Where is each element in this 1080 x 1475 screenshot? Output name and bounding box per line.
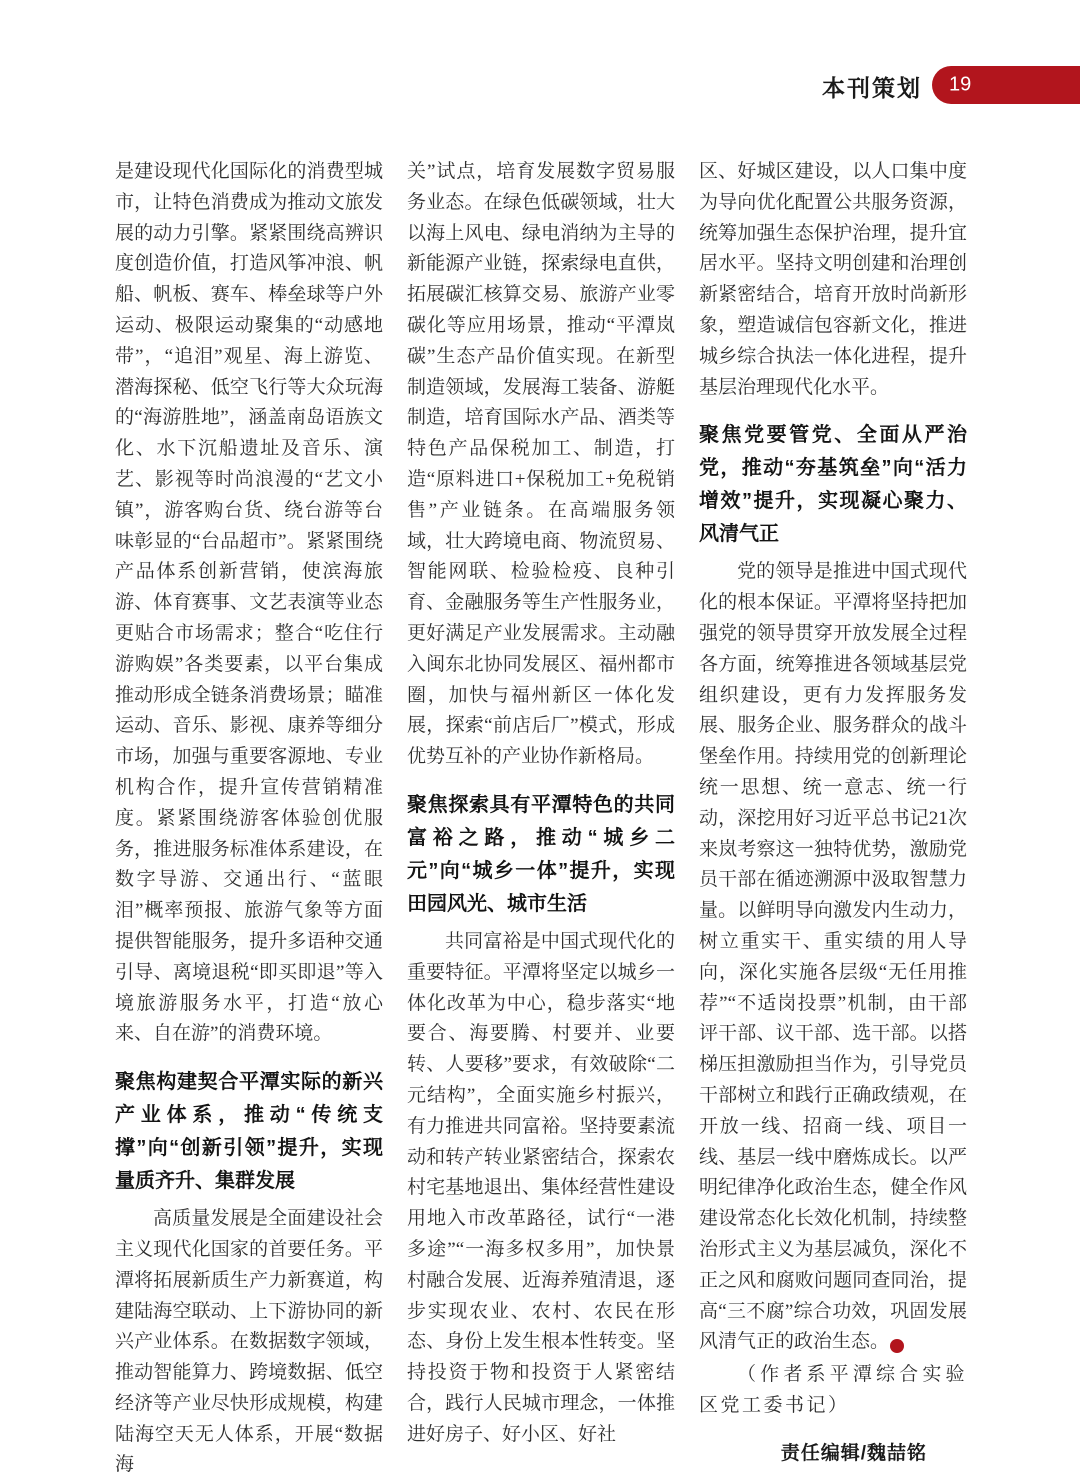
section-label: 本刊策划 — [822, 75, 922, 101]
page-number-pill — [932, 66, 1080, 104]
text-column-3 — [699, 157, 967, 1465]
author-note: （作者系平潭综合实验区党工委书记） — [699, 1364, 967, 1416]
paragraph: 共同富裕是中国式现代化的重要特征。平潭将坚定以城乡一体化改革为中心，稳步落实“地要合、海要腾、村要并、业要转、人要移”要求，有效破除“二元结构”，全面实施乡村振兴，有力推进共同富裕。坚持要素流动和转产转业紧密结合，探索农村宅基地退出、集体经营性建设用地入市改革路径，试行“一港多途”“一海多权多用”，加快景村融合发展、近海养殖清退，逐步实现农业、农村、农民在形态、身份上发生根本性转变。坚持投资于物和投资于人紧密结合，践行人民城市理念，一体推进好房子、好小区、好社 — [407, 930, 675, 1445]
section-heading-party-building: 聚焦党要管党、全面从严治党，推动“夯基筑垒”向“活力增效”提升，实现凝心聚力、风清气正 — [699, 424, 967, 546]
text-column-1 — [115, 157, 383, 1475]
section-heading-industry: 聚焦构建契合平潭实际的新兴产业体系，推动“传统支撑”向“创新引领”提升，实现量质齐升、集群发展 — [115, 1071, 383, 1193]
paragraph-continuation: 关”试点，培育发展数字贸易服务业态。在绿色低碳领域，壮大以海上风电、绿电消纳为主导的新能源产业链，探索绿电直供，拓展碳汇核算交易、旅游产业零碳化等应用场景，推动“平潭岚碳”生态产品价值实现。在新型制造领域，发展海工装备、游艇制造，培育国际水产品、酒类等特色产品保税加工、制造，打造“原料进口+保税加工+免税销售”产业链条。在高端服务领域，壮大跨境电商、物流贸易、智能网联、检验检疫、良种引育、金融服务等生产性服务业，更好满足产业发展需求。主动融入闽东北协同发展区、福州都市圈，加快与福州新区一体化发展，探索“前店后厂”模式，形成优势互补的产业协作新格局。 — [407, 161, 675, 768]
paragraph-text: 党的领导是推进中国式现代化的根本保证。平潭将坚持把加强党的领导贯穿开放发展全过程各方面，统筹推进各领域基层党组织建设，更有力发挥服务发展、服务企业、服务群众的战斗堡垒作用。持续用党的创新理论统一思想、统一意志、统一行动，深挖用好习近平总书记21次来岚考察这一独特优势，激励党员干部在循迹溯源中汲取智慧力量。以鲜明导向激发内生动力，树立重实干、重实绩的用人导向，深化实施各层级“无任用推荐”“不适岗投票”机制，由干部评干部、议干部、选干部。以搭梯压担激励担当作为，引导党员干部树立和践行正确政绩观，在开放一线、招商一线、项目一线、基层一线中磨炼成长。以严明纪律净化政治生态，健全作风建设常态化长效化机制，持续整治形式主义为基层减负，深化不正之风和腐败问题同查同治，提高“三不腐”综合功效，巩固发展风清气正的政治生态。 — [699, 561, 967, 1353]
paragraph: 高质量发展是全面建设社会主义现代化国家的首要任务。平潭将拓展新质生产力新赛道，构建陆海空联动、上下游协同的新兴产业体系。在数据数字领域，推动智能算力、跨境数据、低空经济等产业尽快形成规模，构建陆海空天无人体系，开展“数据海 — [115, 1208, 383, 1475]
article-end-mark: H — [890, 1339, 904, 1353]
text-column-2 — [407, 157, 675, 1450]
paragraph-continuation: 是建设现代化国际化的消费型城市，让特色消费成为推动文旅发展的动力引擎。紧紧围绕高辨识度创造价值，打造风筝冲浪、帆船、帆板、赛车、棒垒球等户外运动、极限运动聚集的“动感地带”，“追泪”观星、海上游览、潜海探秘、低空飞行等大众玩海的“海游胜地”，涵盖南岛语族文化、水下沉船遗址及音乐、演艺、影视等时尚浪漫的“艺文小镇”，游客购台货、绕台游等台味彰显的“台品超市”。紧紧围绕产品体系创新营销，使滨海旅游、体育赛事、文艺表演等业态更贴合市场需求；整合“吃住行游购娱”各类要素，以平台集成推动形成全链条消费场景；瞄准运动、音乐、影视、康养等细分市场，加强与重要客源地、专业机构合作，提升宣传营销精准度。紧紧围绕游客体验创优服务，推进服务标准体系建设，在数字导游、交通出行、“蓝眼泪”概率预报、旅游气象等方面提供智能服务，提升多语种交通引导、离境退税“即买即退”等入境旅游服务水平，打造“放心来、自在游”的消费环境。 — [115, 161, 383, 1045]
paragraph-continuation: 区、好城区建设，以人口集中度为导向优化配置公共服务资源，统筹加强生态保护治理，提升宜居水平。坚持文明创建和治理创新紧密结合，培育开放时尚新形象，塑造诚信包容新文化，推进城乡综合执法一体化进程，提升基层治理现代化水平。 — [699, 161, 967, 398]
page-number: 19 — [949, 73, 972, 96]
editor-credit: 责任编辑/魏喆铭 — [780, 1442, 927, 1464]
section-heading-common-prosperity: 聚焦探索具有平潭特色的共同富裕之路，推动“城乡二元”向“城乡一体”提升，实现田园风光、城市生活 — [407, 793, 675, 915]
paragraph — [699, 557, 967, 1358]
